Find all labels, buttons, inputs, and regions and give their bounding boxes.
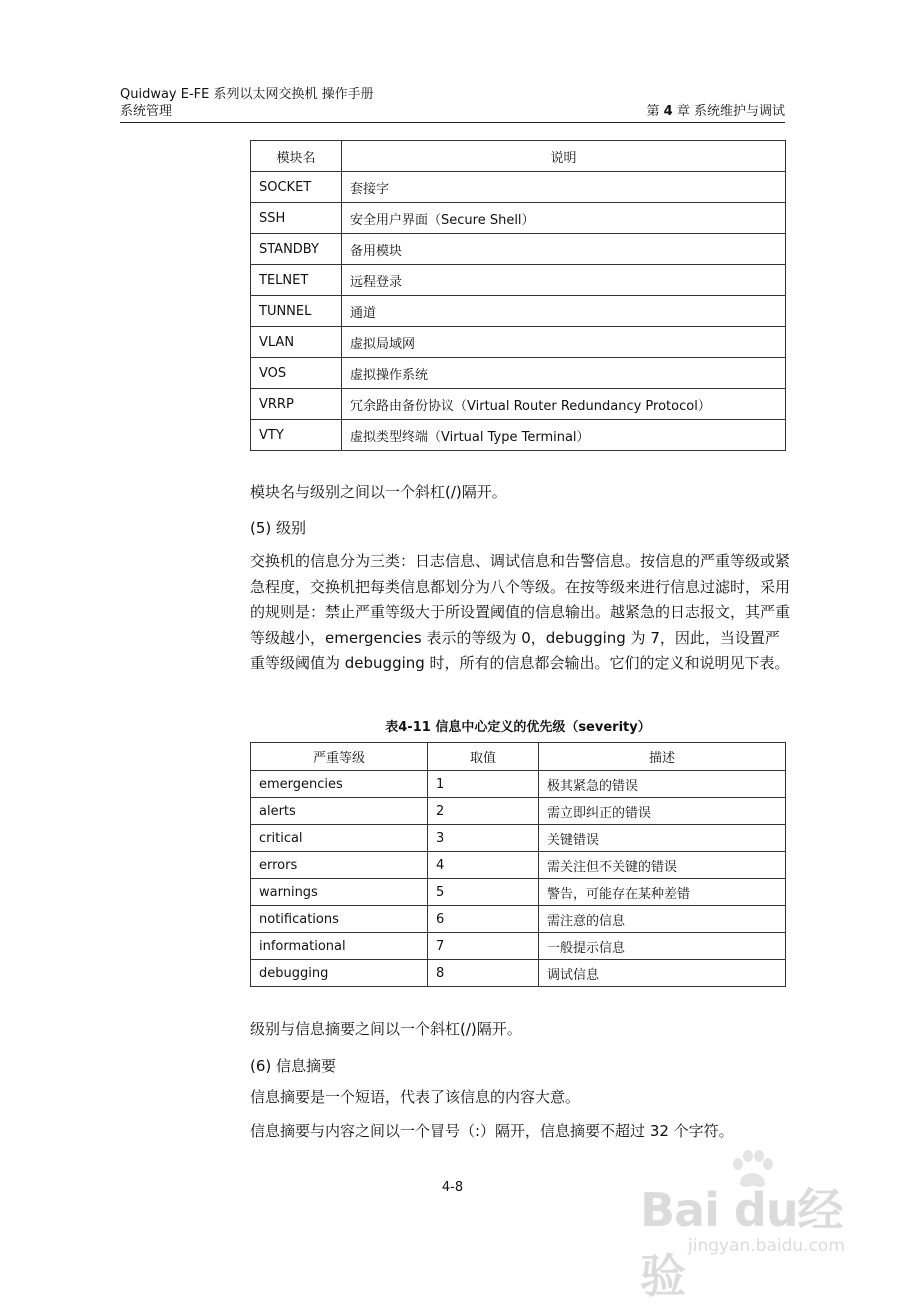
severity-value: 6	[428, 906, 539, 933]
table-row	[251, 358, 786, 389]
paragraph-separator-1: 模块名与级别之间以一个斜杠(/)隔开。	[250, 483, 507, 501]
table-caption: 表4-11 信息中心定义的优先级（severity）	[385, 720, 651, 735]
severity-value: 7	[428, 933, 539, 960]
severity-level: debugging	[251, 960, 428, 987]
severity-value: 3	[428, 825, 539, 852]
column-header: 说明	[342, 141, 786, 172]
module-name: SOCKET	[251, 172, 342, 203]
module-desc: 通道	[342, 296, 786, 327]
module-desc: 套接字	[342, 172, 786, 203]
severity-value: 1	[428, 771, 539, 798]
page-number: 4-8	[441, 1180, 464, 1195]
table-row	[251, 327, 786, 358]
header-rule	[120, 122, 785, 123]
section-name: 系统管理	[120, 104, 173, 119]
module-name: VOS	[251, 358, 342, 389]
severity-desc: 调试信息	[539, 960, 786, 987]
severity-level: emergencies	[251, 771, 428, 798]
chapter-prefix: 第	[646, 104, 660, 119]
module-name: TELNET	[251, 265, 342, 296]
paragraph-separator-2: 级别与信息摘要之间以一个斜杠(/)隔开。	[250, 1020, 522, 1038]
module-desc: 远程登录	[342, 265, 786, 296]
severity-desc: 关键错误	[539, 825, 786, 852]
module-name: TUNNEL	[251, 296, 342, 327]
column-header: 取值	[428, 743, 539, 771]
page-header	[120, 86, 785, 120]
severity-value: 2	[428, 798, 539, 825]
severity-desc: 需立即纠正的错误	[539, 798, 786, 825]
table-row	[251, 389, 786, 420]
chapter-suffix: 章 系统维护与调试	[676, 104, 785, 119]
table-row	[251, 203, 786, 234]
severity-level: alerts	[251, 798, 428, 825]
severity-level: warnings	[251, 879, 428, 906]
severity-value: 5	[428, 879, 539, 906]
table-row	[251, 852, 786, 879]
table-row	[251, 265, 786, 296]
paragraph-severity-intro: 交换机的信息分为三类：日志信息、调试信息和告警信息。按信息的严重等级或紧急程度，交换机把每类信息都划分为八个等级。在按等级来进行信息过滤时，采用的规则是：禁止严重等级大于所设置阈值的信息输出。越紧急的日志报文，其严重等级越小，emergencies 表示的等级为 0，debugging 为 7，因此，当设置严重等级阈值为 debugging 时，所有的信息都会输出。它们的定义和说明见下表。	[250, 552, 791, 672]
module-desc: 备用模块	[342, 234, 786, 265]
table-row	[251, 879, 786, 906]
chapter-number: 4	[663, 104, 673, 119]
module-name: VTY	[251, 420, 342, 451]
watermark	[640, 1150, 870, 1303]
module-name: VRRP	[251, 389, 342, 420]
module-desc: 虚拟局域网	[342, 327, 786, 358]
severity-desc: 极其紧急的错误	[539, 771, 786, 798]
module-table	[250, 140, 786, 451]
paragraph-summary-def: 信息摘要是一个短语，代表了该信息的内容大意。	[250, 1088, 581, 1106]
severity-desc: 需关注但不关键的错误	[539, 852, 786, 879]
table-row	[251, 906, 786, 933]
table-row	[251, 420, 786, 451]
module-name: SSH	[251, 203, 342, 234]
severity-value: 4	[428, 852, 539, 879]
table-header-row	[251, 141, 786, 172]
table-row	[251, 960, 786, 987]
table-row	[251, 234, 786, 265]
module-desc: 安全用户界面（Secure Shell）	[342, 203, 786, 234]
watermark-url: jingyan.baidu.com	[688, 1236, 845, 1256]
table-row	[251, 798, 786, 825]
section-heading-5: (5) 级别	[250, 519, 307, 537]
module-name: STANDBY	[251, 234, 342, 265]
section-heading-6: (6) 信息摘要	[250, 1057, 337, 1075]
severity-level: informational	[251, 933, 428, 960]
column-header: 描述	[539, 743, 786, 771]
module-desc: 冗余路由备份协议（Virtual Router Redundancy Protocol）	[342, 389, 786, 420]
module-desc: 虚拟操作系统	[342, 358, 786, 389]
table-row	[251, 825, 786, 852]
paragraph-summary-separator: 信息摘要与内容之间以一个冒号（:）隔开，信息摘要不超过 32 个字符。	[250, 1122, 734, 1140]
severity-table	[250, 742, 786, 987]
table-row	[251, 771, 786, 798]
watermark-brand: Bai du经验	[640, 1183, 843, 1303]
manual-title: Quidway E-FE 系列以太网交换机 操作手册	[120, 87, 374, 102]
severity-desc: 警告，可能存在某种差错	[539, 879, 786, 906]
severity-level: notifications	[251, 906, 428, 933]
table-header-row	[251, 743, 786, 771]
severity-desc: 需注意的信息	[539, 906, 786, 933]
severity-level: critical	[251, 825, 428, 852]
column-header: 模块名	[251, 141, 342, 172]
module-name: VLAN	[251, 327, 342, 358]
severity-value: 8	[428, 960, 539, 987]
table-row	[251, 296, 786, 327]
severity-level: errors	[251, 852, 428, 879]
table-row	[251, 172, 786, 203]
module-desc: 虚拟类型终端（Virtual Type Terminal）	[342, 420, 786, 451]
chapter-title	[647, 103, 785, 120]
column-header: 严重等级	[251, 743, 428, 771]
severity-desc: 一般提示信息	[539, 933, 786, 960]
table-row	[251, 933, 786, 960]
